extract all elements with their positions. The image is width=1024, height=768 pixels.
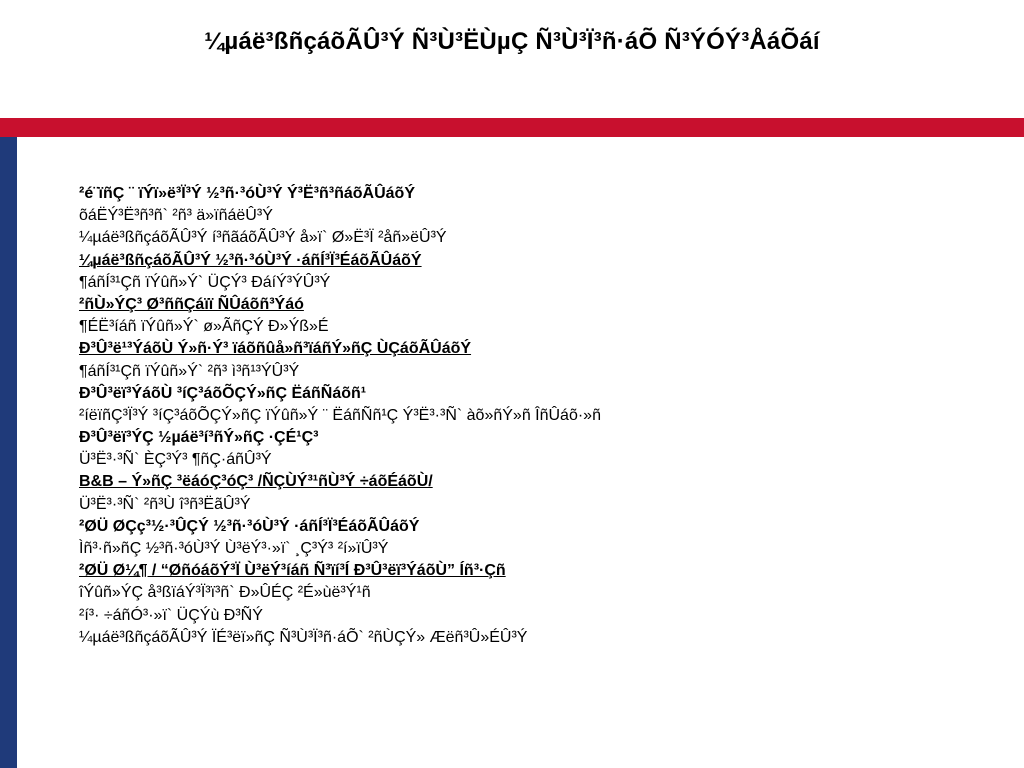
- contact-line: õáËÝ³Ë³ñ³ñ` ²ñ³ ä»ïñáëÛ³Ý: [79, 207, 273, 225]
- section-heading: Ð³Û³ëï³ÝáõÙ ³íÇ³áõÕÇÝ»ñÇ ËáñÑáõñ¹: [79, 384, 367, 402]
- slide-title: ¼µáë³ßñçáõÃÛ³Ý Ñ³Ù³ËÙµÇ Ñ³Ù³Ï³ñ·áÕ Ñ³ÝÓÝ³ÅáÕáí: [204, 28, 820, 55]
- content-list: [79, 183, 999, 649]
- contact-line: Ìñ³·ñ»ñÇ ½³ñ·³óÙ³Ý Ù³ëÝ³·»ï` ¸Ç³Ý³ ²í»ïÛ³Ý: [79, 540, 389, 557]
- blue-side-stripe: [0, 137, 17, 768]
- section-heading-link: ²ñÙ»ÝÇ³ Ø³ññÇáïï ÑÛáõñ³Ýáó: [79, 295, 304, 313]
- section-heading: ²é¨ïñÇ ¨ ïÝï»ë³Ï³Ý ½³ñ·³óÙ³Ý Ý³Ë³ñ³ñáõÃÛáõÝ: [79, 185, 415, 202]
- section-heading-link: ¼µáë³ßñçáõÃÛ³Ý ½³ñ·³óÙ³Ý ·áñÍ³Ï³ÉáõÃÛáõÝ: [79, 251, 422, 269]
- red-banner: [0, 118, 1024, 137]
- contact-line: ¶áñÍ³¹Çñ ïÝûñ»Ý` ²ñ³ ì³ñ¹³ÝÛ³Ý: [79, 362, 300, 380]
- section-heading-link: Ð³Û³ë¹³ÝáõÙ Ý»ñ·Ý³ ïáõñûå»ñ³ïáñÝ»ñÇ ÙÇáõÃÛáõÝ: [79, 340, 472, 358]
- contact-line: ¼µáë³ßñçáõÃÛ³Ý ÏÉ³ëï»ñÇ Ñ³Ù³Ï³ñ·áÕ` ²ñÙÇÝ» Æëñ³Û»ÉÛ³Ý: [79, 628, 528, 646]
- contact-line: Ü³Ë³·³Ñ` ÈÇ³Ý³ ¶ñÇ·áñÛ³Ý: [79, 451, 272, 469]
- contact-line: ²í³· ÷áñÓ³·»ï` ÜÇÝù Ð³ÑÝ: [79, 606, 263, 624]
- section-heading-link: ²ØÜ Ø¼¶ / “ØñóáõÝ³Ï Ù³ëÝ³íáñ Ñ³ïí³Í Ð³Û³ëï³ÝáõÙ” Íñ³·Çñ: [79, 562, 506, 580]
- section-heading: Ð³Û³ëï³ÝÇ ½µáë³í³ñÝ»ñÇ ·ÇÉ¹Ç³: [79, 429, 319, 447]
- contact-line: Ü³Ë³·³Ñ` ²ñ³Ù î³ñ³ËãÛ³Ý: [79, 495, 251, 513]
- contact-line: ²íëïñÇ³Ï³Ý ³íÇ³áõÕÇÝ»ñÇ ïÝûñ»Ý ¨ ËáñÑñ¹Ç Ý³Ë³·³Ñ` àõ»ñÝ»ñ ÎñÛáõ·»ñ: [79, 406, 601, 424]
- section-heading: ²ØÜ ØÇç³½·³ÛÇÝ ½³ñ·³óÙ³Ý ·áñÍ³Ï³ÉáõÃÛáõÝ: [79, 517, 420, 535]
- section-heading-link: B&B – Ý»ñÇ ³ëáóÇ³óÇ³ /ÑÇÙÝ³¹ñÙ³Ý ÷áõÉáõÙ/: [79, 473, 433, 491]
- contact-line: ¼µáë³ßñçáõÃÛ³Ý í³ñãáõÃÛ³Ý å»ï` Ø»Ë³Ï ²åñ»ëÛ³Ý: [79, 229, 447, 247]
- contact-line: ¶ÉË³íáñ ïÝûñ»Ý` ø»ÃñÇÝ Ð»Ýß»É: [79, 318, 329, 336]
- contact-line: ¶áñÍ³¹Çñ ïÝûñ»Ý` ÜÇÝ³ ÐáíÝ³ÝÛ³Ý: [79, 273, 331, 291]
- contact-line: îÝûñ»ÝÇ å³ßïáÝ³Ï³ï³ñ` Ð»ÛÉÇ ²É»ùë³Ý¹ñ: [79, 584, 371, 602]
